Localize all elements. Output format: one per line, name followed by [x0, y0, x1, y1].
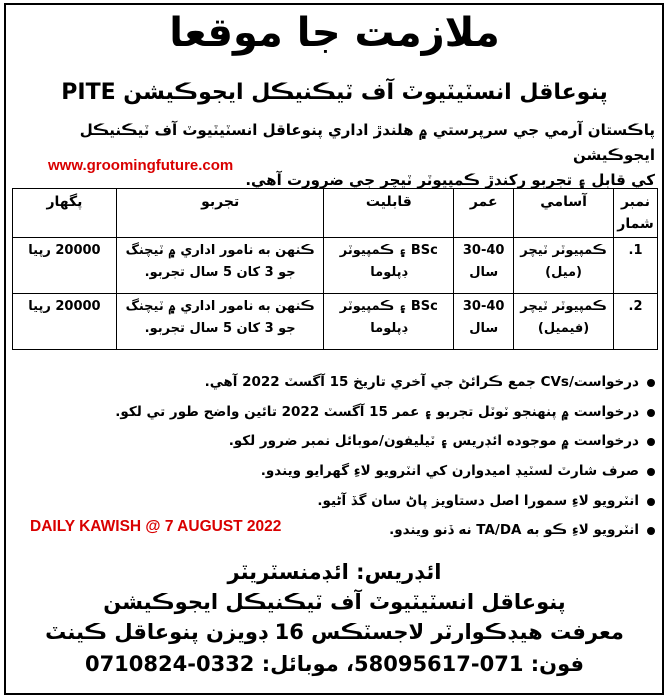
bullet-icon	[647, 379, 655, 387]
address-via: معرفت هيڊڪوارٽر لاجسٽڪس 16 ڊويزن پنوعاقل ڪينٽ	[45, 620, 624, 644]
header-serial-no: نمبر شمار	[614, 189, 658, 238]
intro-paragraph	[12, 118, 655, 193]
website-watermark: www.groomingfuture.com	[48, 157, 234, 174]
intro-line-2: کي قابل ۽ تجربو رکندڙ ڪمپيوٽر ٽيچر جي ضرورت آهي.	[245, 171, 655, 189]
address-organization: پنوعاقل انسٽيٽيوٽ آف ٽيڪنيڪل ايجوڪيشن	[103, 590, 566, 614]
cell-age: 30-40 سال	[454, 294, 514, 350]
newspaper-source: DAILY KAWISH @ 7 AUGUST 2022	[30, 518, 282, 535]
ad-subtitle: پنوعاقل انسٽيٽيوٽ آف ٽيڪنيڪل ايجوڪيشن PITE	[61, 80, 608, 105]
header-qualification: قابليت	[324, 189, 454, 238]
cell-qualification: BSc ۽ ڪمپيوٽر ڊپلوما	[324, 294, 454, 350]
cell-experience: ڪنهن به نامور اداري ۾ ٽيچنگ جو 3 کان 5 سال تجربو.	[116, 294, 324, 350]
cell-serial-no: 2.	[614, 294, 658, 350]
header-post: آسامي	[514, 189, 614, 238]
table-row	[13, 294, 658, 350]
ad-title: ملازمت جا موقعا	[169, 10, 500, 56]
note-text: درخواست ۾ پنهنجو ٽوٽل تجربو ۽ عمر 15 آگسٽ 2022 تائين واضح طور تي لکو.	[115, 403, 639, 420]
cell-post: ڪمپيوٽر ٽيچر (فيميل)	[514, 294, 614, 350]
cell-post: ڪمپيوٽر ٽيچر (ميل)	[514, 238, 614, 294]
list-item	[14, 427, 655, 457]
note-text: درخواست/CVs جمع ڪرائڻ جي آخري تاريخ 15 آگسٽ 2022 آهي.	[204, 374, 639, 390]
note-text: انٽرويو لاءِ ڪو به TA/DA نه ڏنو ويندو.	[389, 522, 639, 539]
table-row	[13, 238, 658, 294]
list-item	[14, 398, 655, 428]
bullet-icon	[647, 527, 655, 535]
address-label: ائڊريس: ائڊمنسٽريٽر	[227, 560, 442, 584]
bullet-icon	[647, 409, 655, 417]
note-text: صرف شارٽ لسٽيڊ اميدوارن کي انٽرويو لاءِ گهرايو ويندو.	[260, 463, 639, 480]
contact-phone: فون: 071-58095617، موبائل: 0332-0710824	[84, 652, 585, 676]
note-text: انٽرويو لاءِ سمورا اصل دستاويز پاڻ سان گڏ آڻيو.	[317, 492, 639, 509]
table-header-row	[13, 189, 658, 238]
list-item	[14, 368, 655, 398]
bullet-icon	[647, 438, 655, 446]
intro-line-1: پاڪستان آرمي جي سرپرستي ۾ هلندڙ اداري پنوعاقل انسٽيٽيوٽ آف ٽيڪنيڪل ايجوڪيشن	[79, 121, 655, 164]
bullet-icon	[647, 468, 655, 476]
list-item	[14, 487, 655, 517]
header-experience: تجربو	[116, 189, 324, 238]
jobs-table	[12, 188, 658, 350]
cell-experience: ڪنهن به نامور اداري ۾ ٽيچنگ جو 3 کان 5 سال تجربو.	[116, 238, 324, 294]
list-item	[14, 457, 655, 487]
header-age: عمر	[454, 189, 514, 238]
cell-qualification: BSc ۽ ڪمپيوٽر ڊپلوما	[324, 238, 454, 294]
cell-salary: 20000 رپيا	[13, 294, 117, 350]
bullet-icon	[647, 498, 655, 506]
cell-serial-no: 1.	[614, 238, 658, 294]
header-salary: پگهار	[13, 189, 117, 238]
cell-salary: 20000 رپيا	[13, 238, 117, 294]
cell-age: 30-40 سال	[454, 238, 514, 294]
note-text: درخواست ۾ موجوده ائڊريس ۽ ٽيليفون/موبائل نمبر ضرور لکو.	[228, 433, 639, 450]
